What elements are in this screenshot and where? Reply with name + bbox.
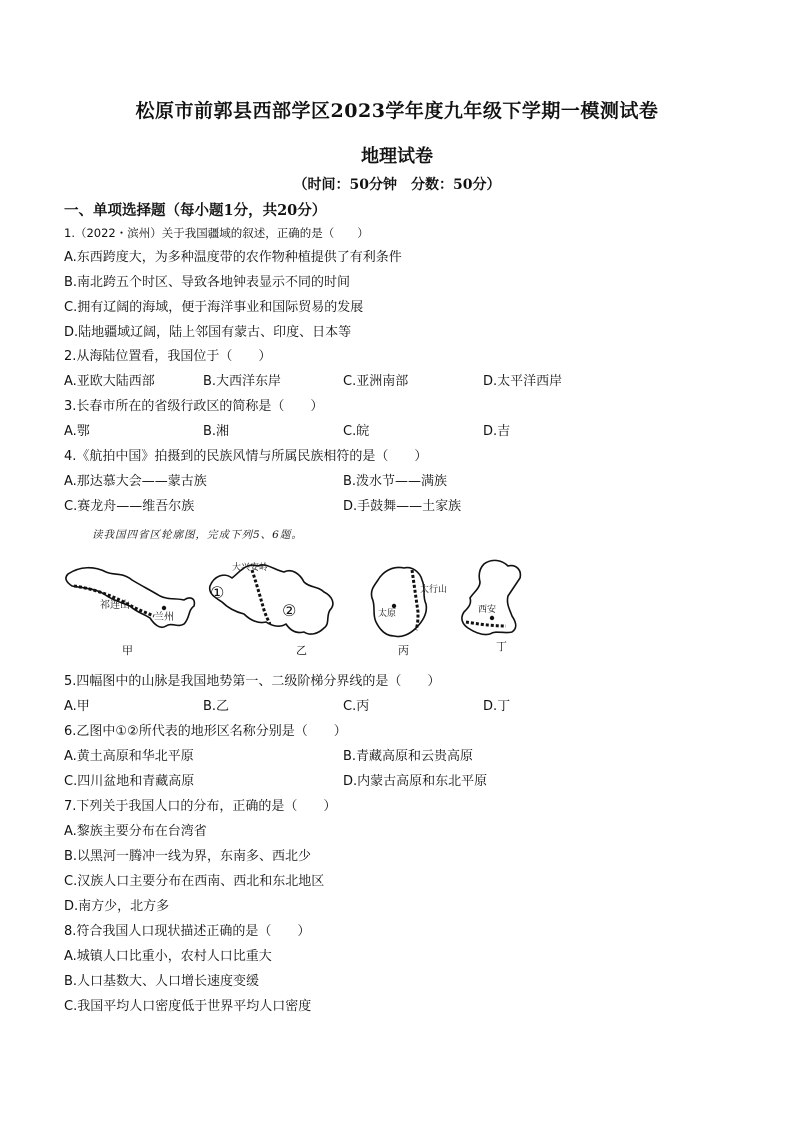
- q3-option-b: B.湘: [203, 424, 230, 439]
- q6-stem: 6.乙图中①②所代表的地形区名称分别是（ ）: [64, 724, 347, 739]
- q4-stem: 4.《航拍中国》拍摄到的民族风情与所属民族相符的是（ ）: [64, 449, 428, 464]
- q5-option-a: A.甲: [64, 699, 90, 714]
- q3-option-d: D.吉: [483, 424, 511, 439]
- q1-option-b: B.南北跨五个时区、导致各地钟表显示不同的时间: [64, 275, 351, 290]
- q7-option-b: B.以黑河一腾冲一线为界，东南多、西北少: [64, 849, 312, 864]
- q8-option-b: B.人口基数大、人口增长速度变缓: [64, 974, 260, 989]
- q6-option-d: D.内蒙古高原和东北平原: [343, 774, 488, 789]
- q7-option-d: D.南方少，北方多: [64, 899, 170, 914]
- map-bing-city-label: 太原: [378, 609, 397, 619]
- map-instruction: 读我国四省区轮廓图，完成下列5、6题。: [92, 529, 303, 541]
- map-yi-mark-2: ②: [282, 601, 297, 620]
- q2-option-d: D.太平洋西岸: [483, 374, 563, 389]
- q6-option-a: A.黄土高原和华北平原: [64, 749, 194, 764]
- section-heading: 一、单项选择题（每小题1分，共20分）: [64, 202, 327, 219]
- q4-option-d: D.手鼓舞——土家族: [343, 499, 462, 514]
- map-yi-caption: 乙: [296, 644, 307, 657]
- map-jia-outline: [66, 568, 194, 628]
- q5-stem: 5.四幅图中的山脉是我国地势第一、二级阶梯分界线的是（ ）: [64, 674, 441, 689]
- map-jia-city-label: 兰州: [154, 612, 174, 623]
- q1-option-a: A.东西跨度大，为多种温度带的农作物种植提供了有利条件: [64, 250, 402, 265]
- map-ding-caption: 丁: [496, 640, 507, 653]
- map-bing-mountain-label: 太行山: [420, 585, 448, 595]
- q2-option-c: C.亚洲南部: [343, 374, 409, 389]
- province-outline-maps: [60, 552, 530, 660]
- q4-option-a: A.那达慕大会——蒙古族: [64, 474, 207, 489]
- q1-option-c: C.拥有辽阔的海域，便于海洋事业和国际贸易的发展: [64, 300, 364, 315]
- q8-option-a: A.城镇人口比重小，农村人口比重大: [64, 949, 272, 964]
- q6-option-c: C.四川盆地和青藏高原: [64, 774, 195, 789]
- q7-option-a: A.黎族主要分布在台湾省: [64, 824, 207, 839]
- map-jia-mountain-label: 祁连山: [100, 600, 130, 611]
- q3-stem: 3.长春市所在的省级行政区的简称是（ ）: [64, 399, 324, 414]
- q8-option-c: C.我国平均人口密度低于世界平均人口密度: [64, 999, 312, 1014]
- map-jia-caption: 甲: [122, 644, 133, 657]
- q1-stem: 1.（2022・滨州）关于我国疆域的叙述，正确的是（ ）: [64, 226, 369, 240]
- q8-stem: 8.符合我国人口现状描述正确的是（ ）: [64, 924, 311, 939]
- map-ding-city-label: 西安: [478, 605, 497, 615]
- q2-stem: 2.从海陆位置看，我国位于（ ）: [64, 349, 272, 364]
- q3-option-c: C.皖: [343, 424, 370, 439]
- q5-option-c: C.丙: [343, 699, 370, 714]
- exam-time-score: （时间：50分钟 分数：50分）: [293, 177, 501, 193]
- exam-title: 松原市前郭县西部学区2023学年度九年级下学期一模测试卷: [135, 100, 659, 122]
- q2-option-b: B.大西洋东岸: [203, 374, 282, 389]
- map-yi-mountain-label: 大兴安岭: [232, 563, 269, 573]
- map-bing-caption: 丙: [398, 644, 409, 657]
- map-yi-outline: [210, 565, 333, 634]
- q5-option-b: B.乙: [203, 699, 230, 714]
- q3-option-a: A.鄂: [64, 424, 90, 439]
- q6-option-b: B.青藏高原和云贵高原: [343, 749, 474, 764]
- q7-option-c: C.汉族人口主要分布在西南、西北和东北地区: [64, 874, 325, 889]
- q5-option-d: D.丁: [483, 699, 511, 714]
- q7-stem: 7.下列关于我国人口的分布，正确的是（ ）: [64, 799, 337, 814]
- map-yi-mark-1: ①: [210, 583, 225, 602]
- q1-option-d: D.陆地疆域辽阔，陆上邻国有蒙古、印度、日本等: [64, 325, 352, 340]
- q4-option-c: C.赛龙舟——维吾尔族: [64, 499, 195, 514]
- q2-option-a: A.亚欧大陆西部: [64, 374, 155, 389]
- q4-option-b: B.泼水节——满族: [343, 474, 448, 489]
- exam-subject: 地理试卷: [361, 146, 433, 167]
